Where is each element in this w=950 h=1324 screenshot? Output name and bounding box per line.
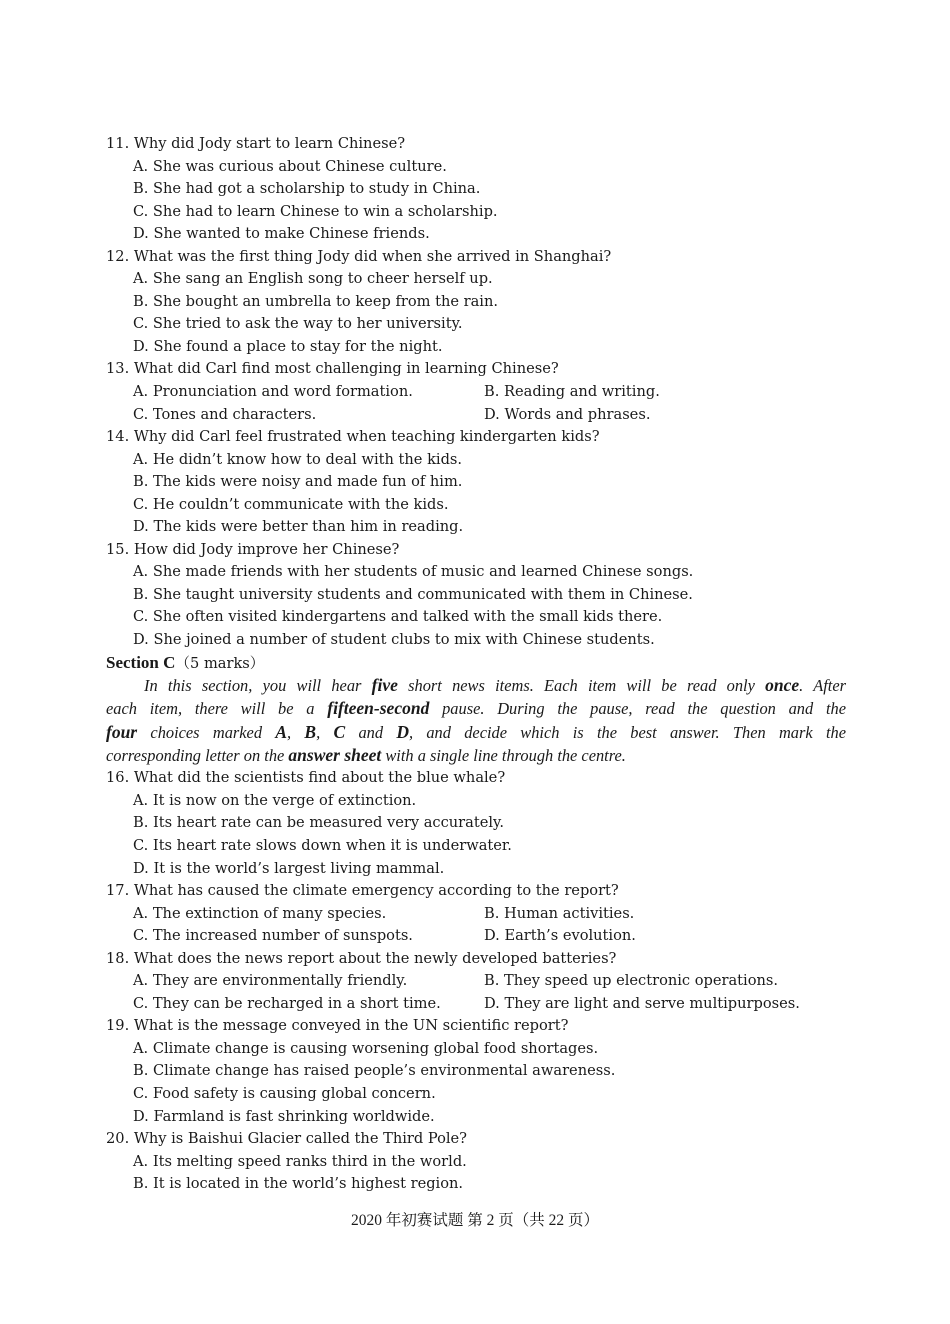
question-14: 14. Why did Carl feel frustrated when teaching kindergarten kids? <box>106 428 600 446</box>
question-15: 15. How did Jody improve her Chinese? <box>106 540 400 558</box>
q13-option-b: B. Reading and writing. <box>484 383 660 401</box>
instr-emphasis: C <box>333 721 346 742</box>
q17-options-row-1 <box>106 903 846 926</box>
q12-option-b: B. She bought an umbrella to keep from the rain. <box>133 292 499 310</box>
section-c-marks: （5 marks） <box>175 654 265 672</box>
instr-text: each item, there will be a <box>106 699 328 719</box>
instr-text: , and decide which is the best answer. Then mark the <box>408 722 846 742</box>
instr-text: , <box>316 722 334 742</box>
question-19: 19. What is the message conveyed in the UN scientific report? <box>106 1017 569 1035</box>
section-c-instructions <box>106 674 846 767</box>
q18-option-d: D. They are light and serve multipurposes. <box>484 994 800 1012</box>
q14-option-d: D. The kids were better than him in reading. <box>133 518 464 536</box>
instr-text: and <box>345 722 397 742</box>
q18-options-row-1 <box>106 970 846 993</box>
q13-option-d: D. Words and phrases. <box>484 405 651 423</box>
q18-option-c: C. They can be recharged in a short time. <box>133 994 441 1012</box>
q15-option-d: D. She joined a number of student clubs to mix with Chinese students. <box>133 631 655 649</box>
instr-text: , <box>287 722 305 742</box>
instr-text: In this section, you will hear <box>144 676 372 696</box>
q15-option-c: C. She often visited kindergartens and talked with the small kids there. <box>133 608 663 626</box>
q11-option-d: D. She wanted to make Chinese friends. <box>133 225 430 243</box>
q19-option-a: A. Climate change is causing worsening global food shortages. <box>133 1039 599 1057</box>
page-footer: 2020 年初赛试题 第 2 页（共 22 页） <box>350 1212 599 1229</box>
q16-option-a: A. It is now on the verge of extinction. <box>133 791 417 809</box>
instr-emphasis: D <box>396 721 409 742</box>
q20-option-a: A. Its melting speed ranks third in the world. <box>133 1152 467 1170</box>
q12-option-d: D. She found a place to stay for the night. <box>133 337 443 355</box>
q17-option-c: C. The increased number of sunspots. <box>133 927 413 945</box>
q17-option-b: B. Human activities. <box>484 904 635 922</box>
q14-option-a: A. He didn’t know how to deal with the kids. <box>133 450 463 468</box>
q17-option-a: A. The extinction of many species. <box>133 904 387 922</box>
q19-option-b: B. Climate change has raised people’s environmental awareness. <box>133 1062 616 1080</box>
instr-text: corresponding letter on the <box>106 746 289 766</box>
question-16: 16. What did the scientists find about the blue whale? <box>106 769 506 787</box>
q14-option-b: B. The kids were noisy and made fun of him. <box>133 473 463 491</box>
q18-option-b: B. They speed up electronic operations. <box>484 972 779 990</box>
question-13: 13. What did Carl find most challenging in learning Chinese? <box>106 360 559 378</box>
q17-options-row-2 <box>106 925 846 948</box>
section-c-title: Section C <box>106 652 176 672</box>
instr-text: choices marked <box>137 722 276 742</box>
question-18: 18. What does the news report about the newly developed batteries? <box>106 949 617 967</box>
q13-options-row-2 <box>106 404 846 427</box>
instr-emphasis: A <box>275 721 287 742</box>
q18-option-a: A. They are environmentally friendly. <box>133 972 408 990</box>
q12-option-a: A. She sang an English song to cheer herself up. <box>133 270 493 288</box>
instructions-line-3 <box>106 721 846 744</box>
q19-option-c: C. Food safety is causing global concern. <box>133 1084 436 1102</box>
q20-option-b: B. It is located in the world’s highest region. <box>133 1175 464 1193</box>
instr-text: . After <box>799 676 846 696</box>
q16-option-b: B. Its heart rate can be measured very accurately. <box>133 814 504 832</box>
question-20: 20. Why is Baishui Glacier called the Third Pole? <box>106 1130 467 1148</box>
instructions-line-2 <box>106 697 846 720</box>
instr-emphasis: B <box>304 721 317 742</box>
instr-emphasis: once <box>765 675 800 696</box>
instr-emphasis: five <box>371 675 398 696</box>
q11-option-b: B. She had got a scholarship to study in China. <box>133 180 481 198</box>
q13-options-row-1 <box>106 381 846 404</box>
instr-text: short news items. Each item will be read only <box>397 676 766 696</box>
question-17: 17. What has caused the climate emergency according to the report? <box>106 882 619 900</box>
instructions-line-1 <box>106 674 846 697</box>
instr-emphasis: answer sheet <box>288 745 382 766</box>
q12-option-c: C. She tried to ask the way to her university. <box>133 315 463 333</box>
q18-options-row-2 <box>106 993 846 1016</box>
q16-option-d: D. It is the world’s largest living mammal. <box>133 859 445 877</box>
instr-text: with a single line through the centre. <box>381 746 626 766</box>
q16-option-c: C. Its heart rate slows down when it is underwater. <box>133 836 512 854</box>
q14-option-c: C. He couldn’t communicate with the kids. <box>133 495 449 513</box>
q11-option-a: A. She was curious about Chinese culture. <box>133 157 447 175</box>
q13-option-c: C. Tones and characters. <box>133 405 317 423</box>
q15-option-a: A. She made friends with her students of music and learned Chinese songs. <box>133 563 694 581</box>
instr-text: pause. During the pause, read the question and the <box>429 699 846 719</box>
question-11: 11. Why did Jody start to learn Chinese? <box>106 135 406 152</box>
q15-option-b: B. She taught university students and communicated with them in Chinese. <box>133 585 693 603</box>
instr-emphasis: fifteen-second <box>327 698 430 719</box>
q19-option-d: D. Farmland is fast shrinking worldwide. <box>133 1107 435 1125</box>
q17-option-d: D. Earth’s evolution. <box>484 927 636 945</box>
instructions-line-4 <box>106 744 846 767</box>
q13-option-a: A. Pronunciation and word formation. <box>133 383 413 401</box>
question-12: 12. What was the first thing Jody did when she arrived in Shanghai? <box>106 247 612 265</box>
section-c-heading <box>106 652 846 675</box>
instr-emphasis: four <box>106 721 138 742</box>
q11-option-c: C. She had to learn Chinese to win a scholarship. <box>133 202 498 220</box>
page-content <box>106 133 846 1196</box>
